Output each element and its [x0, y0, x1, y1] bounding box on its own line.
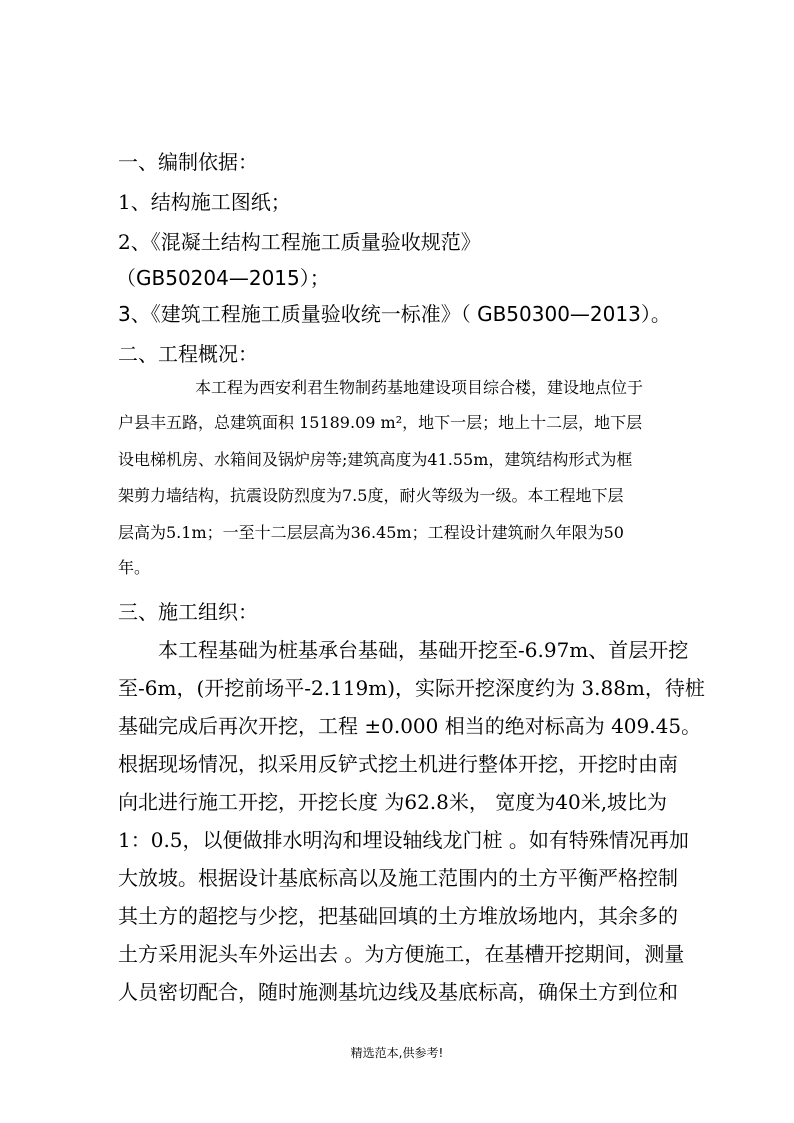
organization-line: 1：0.5，以便做排水明沟和埋设轴线龙门桩 。如有特殊情况再加 [118, 828, 689, 852]
organization-line: 人员密切配合，随时施测基坑边线及基底标高，确保土方到位和 [118, 980, 678, 1004]
organization-line: 向北进行施工开挖，开挖长度 为62.8米， 宽度为40米,坡比为 [118, 790, 668, 814]
organization-line: 本工程基础为桩基承台基础，基础开挖至-6.97m、首层开挖 [158, 638, 689, 662]
section-heading-overview: 二、工程概况： [118, 342, 258, 366]
overview-line: 户县丰五路，总建筑面积 15189.09 m²，地下一层；地上十二层，地下层 [118, 413, 643, 432]
organization-line: 其土方的超挖与少挖，把基础回填的土方堆放场地内，其余多的 [118, 904, 678, 928]
overview-line: 设电梯机房、水箱间及锅炉房等;建筑高度为41.55m，建筑结构形式为框 [118, 450, 633, 469]
basis-item-3: 3、《建筑工程施工质量验收统一标准》（ GB50300—2013）。 [118, 302, 671, 326]
overview-line: 架剪力墙结构，抗震设防烈度为7.5度，耐火等级为一级。本工程地下层 [118, 486, 624, 505]
overview-line: 年。 [118, 558, 151, 577]
section-heading-basis: 一、编制依据： [118, 150, 258, 174]
overview-line: 本工程为西安利君生物制药基地建设项目综合楼，建设地点位于 [195, 378, 644, 397]
organization-line: 土方采用泥头车外运出去 。为方便施工，在基槽开挖期间，测量 [118, 942, 685, 966]
basis-item-2: 2、《混凝土结构工程施工质量验收规范》 [118, 230, 481, 254]
section-heading-organization: 三、施工组织： [118, 600, 258, 624]
organization-line: 至-6m，(开挖前场平-2.119m)，实际开挖深度约为 3.88m，待桩 [118, 676, 705, 700]
organization-line: 大放坡。根据设计基底标高以及施工范围内的土方平衡严格控制 [118, 866, 678, 890]
overview-line: 层高为5.1m；一至十二层层高为36.45m；工程设计建筑耐久年限为50 [118, 523, 624, 542]
organization-line: 根据现场情况，拟采用反铲式挖土机进行整体开挖，开挖时由南 [118, 752, 678, 776]
organization-line: 基础完成后再次开挖，工程 ±0.000 相当的绝对标高为 409.45。 [118, 714, 702, 738]
page-footer: 精选范本,供参考! [350, 1046, 444, 1060]
basis-item-1: 1、结构施工图纸； [118, 190, 291, 214]
basis-item-2-code: （GB50204—2015）； [116, 266, 330, 290]
